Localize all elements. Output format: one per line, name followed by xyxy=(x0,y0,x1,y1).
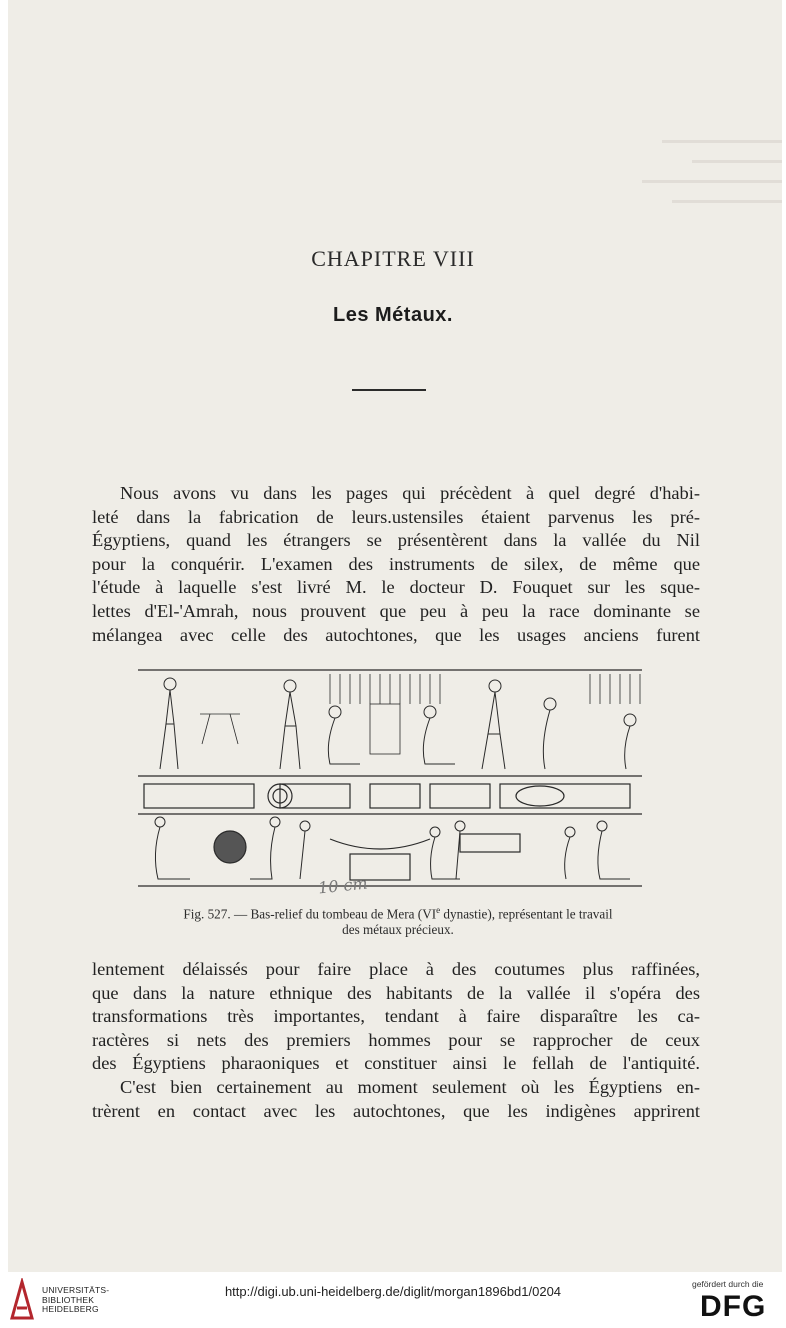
pencil-annotation: 10 cm xyxy=(317,873,369,898)
library-line: HEIDELBERG xyxy=(42,1304,99,1314)
text-line: mélangea avec celle des autochtones, que les usages anciens furent xyxy=(92,624,700,645)
caption-dynasty-rest: dynastie), représentant le travail xyxy=(440,906,613,922)
text-line: que dans la nature ethnique des habitants de la vallée il s'opéra des xyxy=(92,982,700,1003)
permalink-url[interactable]: http://digi.ub.uni-heidelberg.de/diglit/morgan1896bd1/0204 xyxy=(224,1284,562,1299)
library-line: UNIVERSITÄTS- xyxy=(42,1285,110,1295)
text-line: l'étude à laquelle s'est livré M. le docteur D. Fouquet sur les sque- xyxy=(92,577,700,598)
chapter-heading: CHAPITRE VIII xyxy=(311,246,475,271)
text-line: lettes d'El-'Amrah, nous prouvent que peu à peu la race dominante se xyxy=(92,600,700,621)
figure-caption xyxy=(92,902,704,938)
caption-superscript: e xyxy=(436,905,441,915)
paragraph-2 xyxy=(92,958,700,1123)
chapter-title: Les Métaux. xyxy=(333,304,453,326)
text-line: pour la conquérir. L'examen des instruments de silex, de même que xyxy=(92,553,700,574)
bleed-through-mark xyxy=(672,200,782,203)
text-line: Nous avons vu dans les pages qui précèdent à quel degré d'habi- xyxy=(120,483,700,503)
caption-line-2: des métaux précieux. xyxy=(342,922,454,938)
bas-relief-figure xyxy=(130,664,646,892)
bleed-through-mark xyxy=(662,140,782,143)
caption-prefix: Fig. 527. — Bas-relief du tombeau de Mera xyxy=(183,906,415,922)
bleed-through-mark xyxy=(692,160,782,163)
bleed-through-mark xyxy=(642,180,782,183)
text-line: leté dans la fabrication de leurs.ustensiles étaient parvenus les pré- xyxy=(92,506,700,527)
text-line: C'est bien certainement au moment seulement où les Égyptiens en- xyxy=(120,1076,700,1097)
paragraph-1 xyxy=(92,482,700,647)
text-line: Égyptiens, quand les étrangers se présentèrent dans la vallée du Nil xyxy=(92,530,700,551)
text-line: transformations très importantes, tendant à faire disparaître les ca- xyxy=(92,1006,700,1027)
caption-dynasty-open: (VI xyxy=(417,906,437,922)
text-line: des Égyptiens pharaoniques et constituer ainsi le fellah de l'antiquité. xyxy=(92,1053,700,1074)
scanned-page xyxy=(8,0,782,1272)
text-line: trèrent en contact avec les autochtones, que les indigènes apprirent xyxy=(92,1100,700,1121)
title-rule xyxy=(352,389,426,391)
library-line: BIBLIOTHEK xyxy=(42,1294,95,1305)
text-line: ractères si nets des premiers hommes pour se rapprocher de ceux xyxy=(92,1029,700,1050)
viewer-footer xyxy=(0,1272,786,1328)
text-line: lentement délaissés pour faire place à des coutumes plus raffinées, xyxy=(92,959,700,979)
dfg-logo[interactable]: DFG xyxy=(700,1290,767,1323)
funder-label: gefördert durch die xyxy=(692,1279,764,1289)
